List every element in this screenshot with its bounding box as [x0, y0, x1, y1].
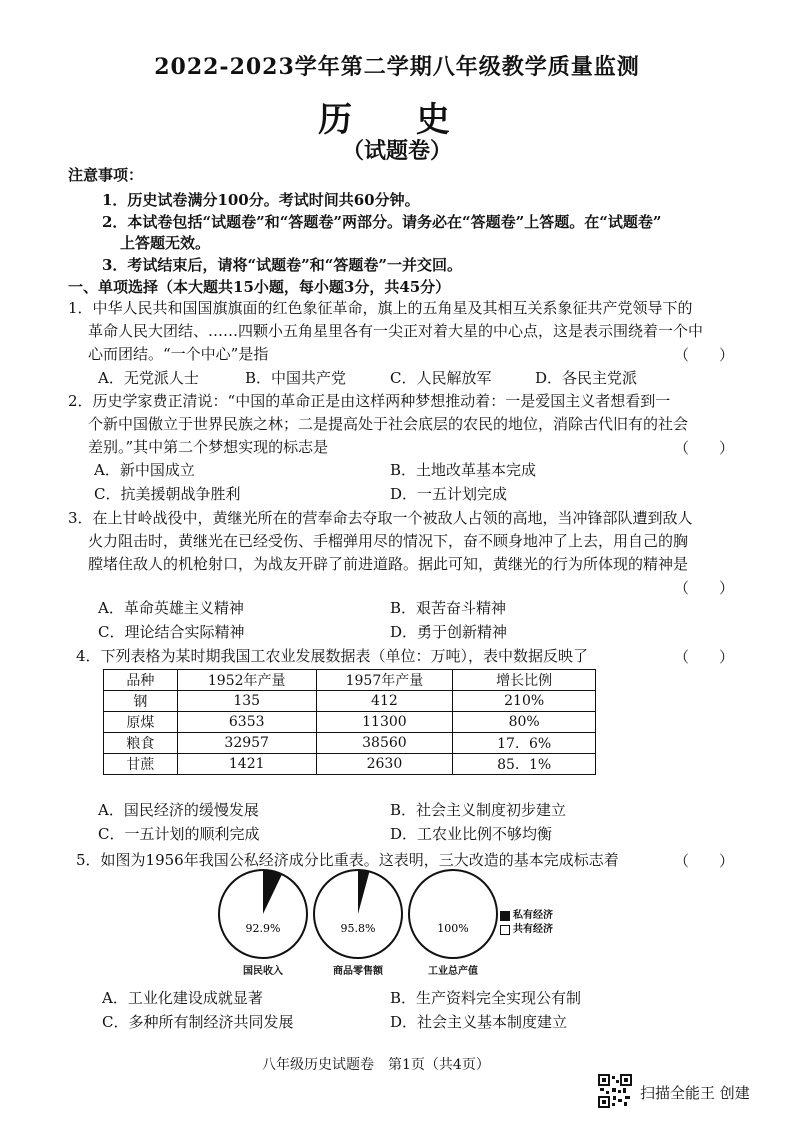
table-cell: 38560 [316, 733, 453, 754]
production-table [103, 669, 596, 775]
answer-blank: （ ） [673, 852, 734, 870]
q3-option-c: C．理论结合实际精神 [98, 623, 245, 641]
q5-option-b: B．生产资料完全实现公有制 [390, 989, 582, 1007]
pie-value-label: 95.8% [340, 922, 376, 935]
pie-slice-public [409, 870, 497, 958]
answer-blank: （ ） [673, 648, 734, 666]
section-title: 一、单项选择（本大题共15小题，每小题3分，共45分） [68, 278, 451, 296]
table-cell: 原煤 [104, 712, 178, 733]
page-footer: 八年级历史试题卷 第1页（共4页） [262, 1057, 490, 1073]
note-item: 3．考试结束后，请将“试题卷”和“答题卷”一并交回。 [102, 256, 462, 274]
q4-option-c: C．一五计划的顺利完成 [98, 825, 260, 843]
table-cell: 85．1% [453, 754, 596, 775]
q1-line: 心而团结。“一个中心”是指 [88, 345, 269, 363]
table-header: 1952年产量 [177, 670, 316, 691]
q3-option-d: D．勇于创新精神 [390, 623, 508, 641]
q4-option-d: D．工农业比例不够均衡 [390, 825, 553, 843]
q3-option-b: B．艰苦奋斗精神 [390, 599, 507, 617]
q5-option-a: A．工业化建设成就显著 [102, 989, 263, 1007]
answer-blank: （ ） [673, 439, 734, 457]
pie-label-national-income: 国民收入 [243, 966, 283, 977]
table-header: 品种 [104, 670, 178, 691]
subject-title: 历 史 [318, 100, 476, 140]
q2-line: 2．历史学家费正清说：“中国的革命正是由这样两种梦想推动着：一是爱国主义者想看到一 [68, 392, 671, 410]
table-cell: 6353 [177, 712, 316, 733]
q2-line: 差别。”其中第二个梦想实现的标志是 [88, 438, 329, 456]
table-header-row [104, 670, 596, 691]
notes-heading: 注意事项： [68, 166, 144, 184]
q1-option-c: C．人民解放军 [390, 369, 492, 387]
q4-stem: 4．下列表格为某时期我国工农业发展数据表（单位：万吨），表中数据反映了 [76, 647, 589, 665]
q1-line: 革命人民大团结、……四颗小五角星里各有一尖正对着大星的中心点，这是表示围绕着一个中 [88, 322, 704, 340]
note-item: 2．本试卷包括“试题卷”和“答题卷”两部分。请务必在“答题卷”上答题。在“试题卷” [102, 213, 662, 231]
table-row [104, 733, 596, 754]
q1-option-d: D．各民主党派 [535, 369, 638, 387]
pie-value-label: 92.9% [245, 922, 281, 935]
legend-swatch-public [500, 925, 510, 935]
q3-line: 火力阻击时，黄继光在已经受伤、手榴弹用尽的情况下，奋不顾身地冲了上去，用自己的胸 [88, 532, 689, 550]
q1-line: 1．中华人民共和国国旗旗面的红色象征革命，旗上的五角星及其相互关系象征共产党领导下的 [68, 299, 693, 317]
table-row [104, 754, 596, 775]
q5-stem: 5．如图为1956年我国公私经济成分比重表。这表明，三大改造的基本完成标志着 [76, 851, 619, 869]
table-cell: 钢 [104, 691, 178, 712]
answer-blank: （ ） [673, 346, 734, 364]
legend-public [500, 920, 553, 935]
q2-option-b: B．土地改革基本完成 [390, 461, 537, 479]
table-cell: 80% [453, 712, 596, 733]
table-header: 1957年产量 [316, 670, 453, 691]
q4-option-b: B．社会主义制度初步建立 [390, 801, 567, 819]
q2-option-a: A．新中国成立 [94, 461, 195, 479]
table-cell: 210% [453, 691, 596, 712]
q3-line: 膛堵住敌人的机枪射口，为战友开辟了前进道路。据此可知，黄继光的行为所体现的精神是 [88, 555, 689, 573]
q5-option-d: D．社会主义基本制度建立 [390, 1013, 568, 1031]
legend-label-private: 私有经济 [513, 910, 553, 921]
scanner-watermark: 扫描全能王 创建 [640, 1084, 750, 1102]
table-cell: 17．6% [453, 733, 596, 754]
q1-option-b: B．中国共产党 [245, 369, 347, 387]
q4-option-a: A．国民经济的缓慢发展 [98, 801, 259, 819]
legend-label-public: 共有经济 [513, 924, 553, 935]
paper-type: （试题卷） [341, 138, 452, 164]
note-item: 1．历史试卷满分100分。考试时间共60分钟。 [102, 191, 420, 209]
q3-option-a: A．革命英雄主义精神 [98, 599, 244, 617]
table-cell: 412 [316, 691, 453, 712]
q1-option-a: A．无党派人士 [98, 369, 199, 387]
q5-option-c: C．多种所有制经济共同发展 [102, 1013, 294, 1031]
exam-title: 2022-2023学年第二学期八年级教学质量监测 [154, 54, 640, 80]
legend-swatch-private [500, 911, 510, 921]
answer-blank: （ ） [673, 579, 734, 597]
table-cell: 32957 [177, 733, 316, 754]
table-cell: 1421 [177, 754, 316, 775]
table-cell: 11300 [316, 712, 453, 733]
table-cell: 甘蔗 [104, 754, 178, 775]
table-row [104, 691, 596, 712]
pie-label-industrial: 工业总产值 [428, 966, 478, 977]
pie-value-label: 100% [437, 922, 469, 935]
q2-line: 个新中国傲立于世界民族之林；二是提高处于社会底层的农民的地位，消除古代旧有的社会 [88, 415, 689, 433]
table-header: 增长比例 [453, 670, 596, 691]
note-item: 上答题无效。 [120, 234, 211, 252]
q2-option-d: D．一五计划完成 [390, 485, 508, 503]
table-cell: 粮食 [104, 733, 178, 754]
table-cell: 135 [177, 691, 316, 712]
pie-label-retail: 商品零售额 [333, 966, 383, 977]
q3-line: 3．在上甘岭战役中，黄继光所在的营奉命去夺取一个被敌人占领的高地，当冲锋部队遭到敌人 [68, 509, 693, 527]
legend-private [500, 906, 553, 921]
table-row [104, 712, 596, 733]
qr-code-icon [598, 1074, 632, 1108]
table-cell: 2630 [316, 754, 453, 775]
q2-option-c: C．抗美援朝战争胜利 [94, 485, 241, 503]
